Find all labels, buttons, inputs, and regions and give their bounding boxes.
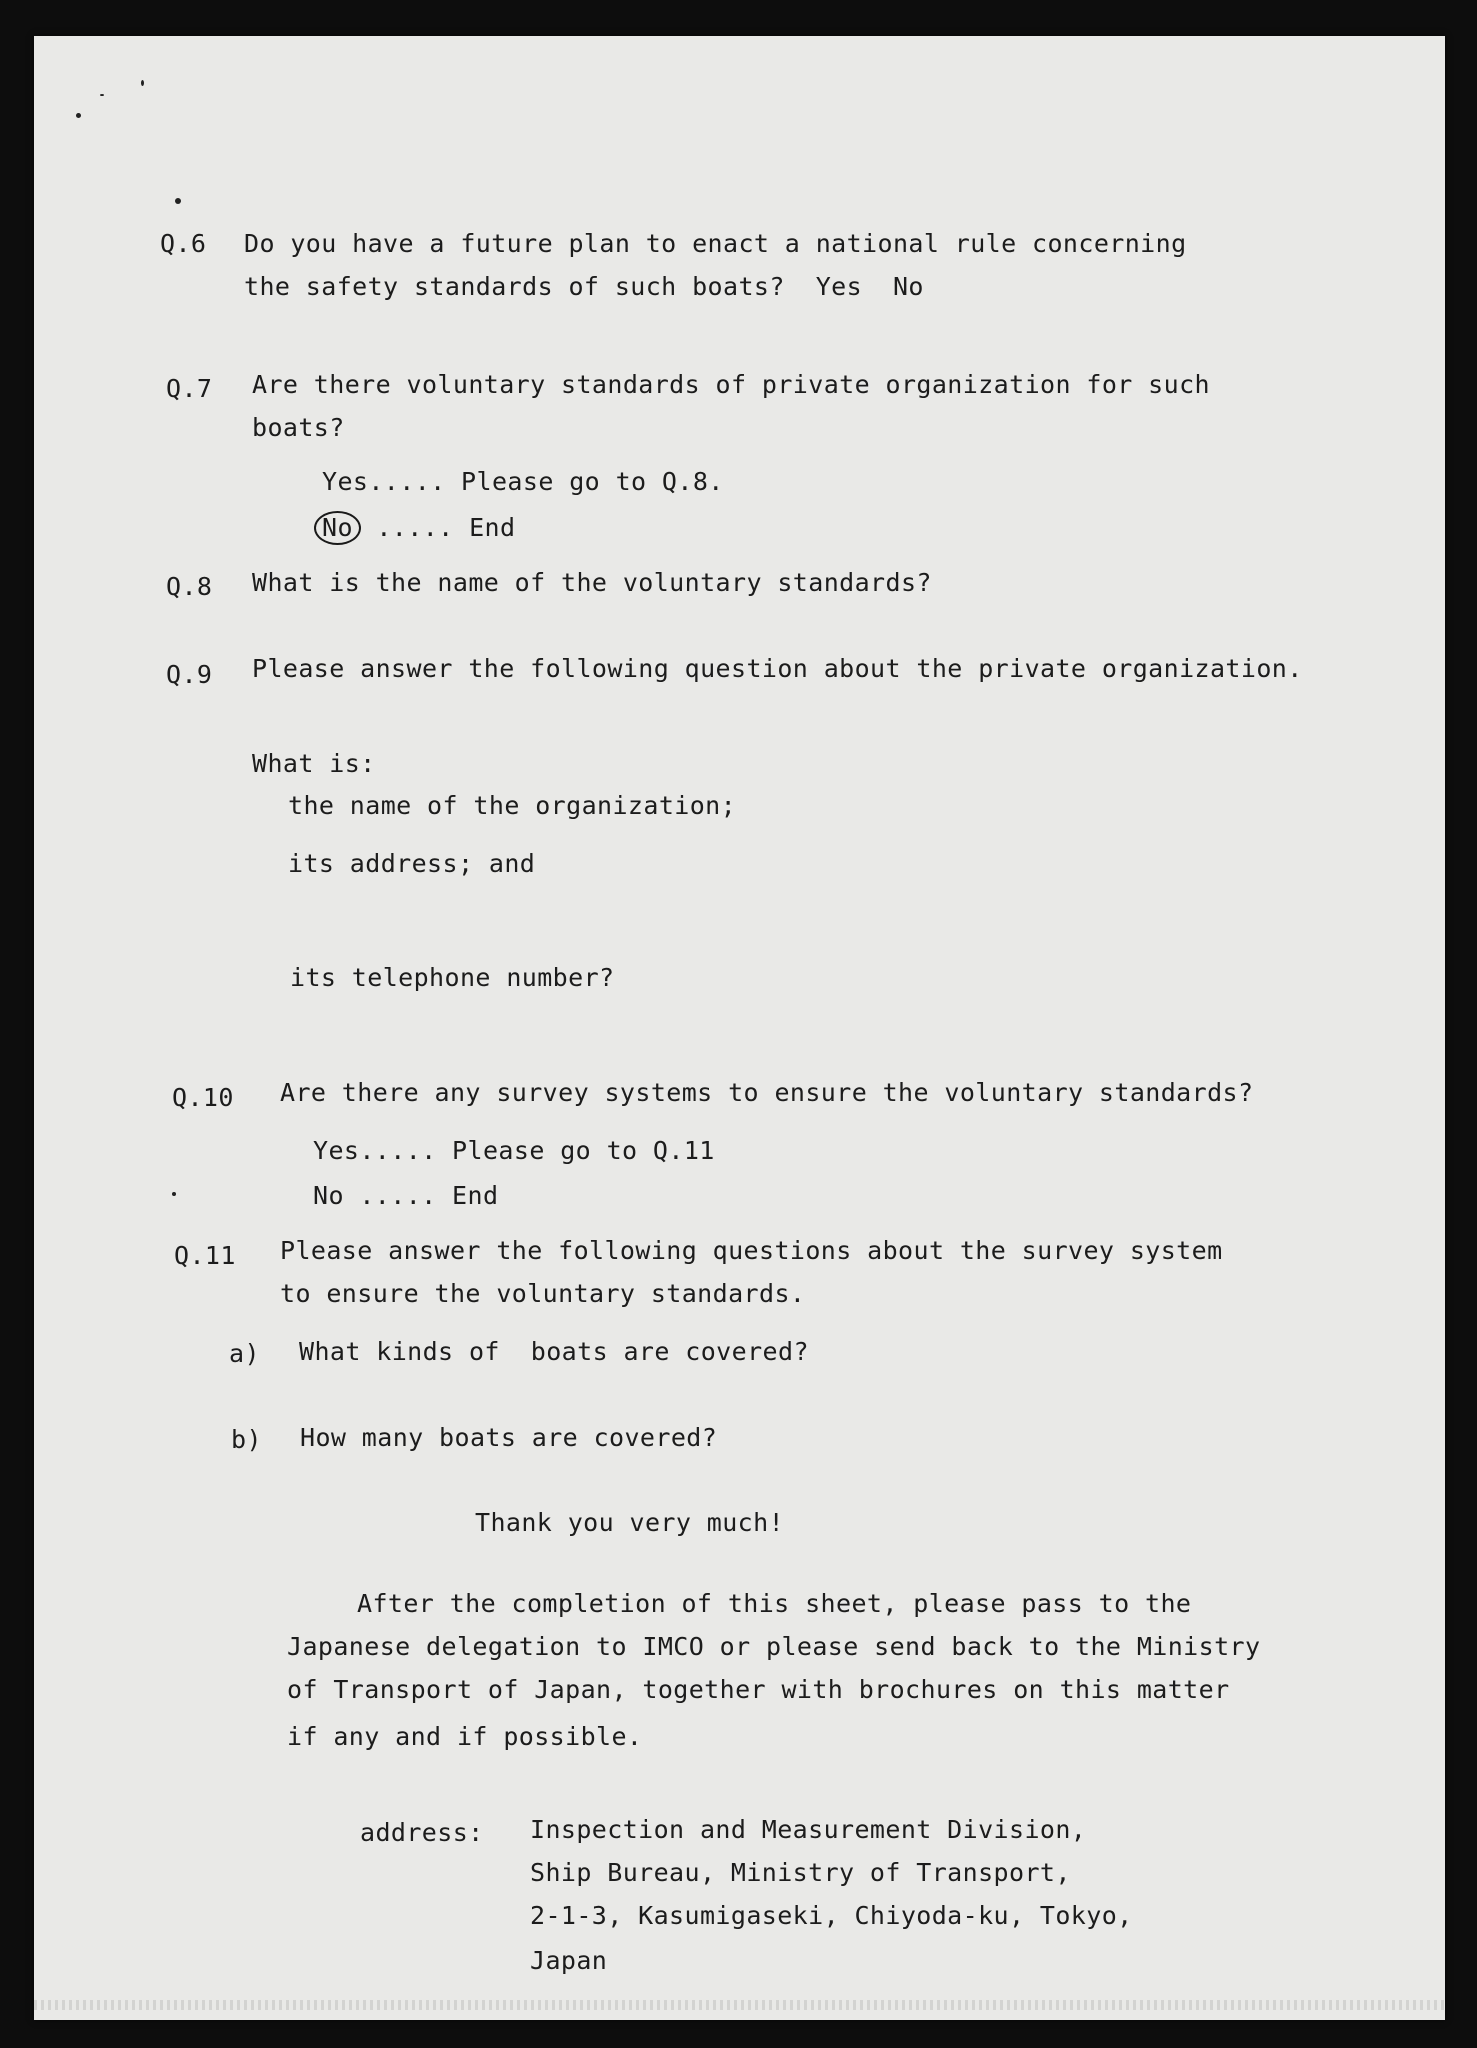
address-line4: Japan bbox=[530, 1946, 608, 1975]
q11b-label: b) bbox=[231, 1425, 262, 1454]
q10-number: Q.10 bbox=[172, 1083, 234, 1112]
q9-item-telephone: its telephone number? bbox=[290, 963, 615, 992]
q9-item-address: its address; and bbox=[288, 849, 536, 878]
stray-mark bbox=[175, 198, 181, 204]
q9-intro: What is: bbox=[252, 749, 376, 778]
scan-edge-noise bbox=[34, 2000, 1445, 2010]
q10-option-no: No ..... End bbox=[313, 1181, 499, 1210]
address-line3: 2-1-3, Kasumigaseki, Chiyoda-ku, Tokyo, bbox=[530, 1901, 1133, 1930]
closing-line3: of Transport of Japan, together with brochures on this matter bbox=[287, 1675, 1230, 1704]
q6-number: Q.6 bbox=[160, 229, 207, 258]
stray-mark bbox=[172, 1192, 176, 1196]
stray-mark bbox=[76, 113, 81, 118]
closing-line1: After the completion of this sheet, please pass to the bbox=[357, 1589, 1192, 1618]
q7-text-line1: Are there voluntary standards of private organization for such bbox=[252, 370, 1210, 399]
q7-number: Q.7 bbox=[166, 374, 213, 403]
thank-you: Thank you very much! bbox=[475, 1508, 785, 1537]
document-page bbox=[34, 36, 1445, 2020]
q7-option-no bbox=[322, 511, 515, 545]
q8-number: Q.8 bbox=[166, 572, 213, 601]
closing-line4: if any and if possible. bbox=[287, 1722, 643, 1751]
q9-item-name: the name of the organization; bbox=[288, 791, 737, 820]
q10-text-line1: Are there any survey systems to ensure the voluntary standards? bbox=[280, 1078, 1254, 1107]
q11-number: Q.11 bbox=[174, 1241, 236, 1270]
address-line1: Inspection and Measurement Division, bbox=[530, 1815, 1087, 1844]
q7-text-line2: boats? bbox=[252, 413, 345, 442]
q7-option-no-rest: ..... End bbox=[376, 513, 516, 542]
q11-text-line2: to ensure the voluntary standards. bbox=[280, 1279, 806, 1308]
address-line2: Ship Bureau, Ministry of Transport, bbox=[530, 1858, 1071, 1887]
address-label: address: bbox=[360, 1818, 484, 1847]
circled-answer-no: No bbox=[314, 511, 361, 545]
q9-number: Q.9 bbox=[166, 660, 213, 689]
q11a-text: What kinds of boats are covered? bbox=[299, 1337, 809, 1366]
q11b-text: How many boats are covered? bbox=[300, 1423, 718, 1452]
q6-text-line2: the safety standards of such boats? Yes No bbox=[244, 272, 924, 301]
stray-mark bbox=[141, 80, 144, 86]
q9-text-line1: Please answer the following question about the private organization. bbox=[252, 654, 1303, 683]
stray-mark bbox=[100, 94, 104, 96]
q10-option-yes: Yes..... Please go to Q.11 bbox=[313, 1136, 715, 1165]
q6-text-line1: Do you have a future plan to enact a national rule concerning bbox=[244, 229, 1187, 258]
q7-option-yes: Yes..... Please go to Q.8. bbox=[322, 467, 724, 496]
q8-text-line1: What is the name of the voluntary standards? bbox=[252, 568, 932, 597]
q11a-label: a) bbox=[229, 1339, 260, 1368]
q11-text-line1: Please answer the following questions about the survey system bbox=[280, 1236, 1223, 1265]
closing-line2: Japanese delegation to IMCO or please send back to the Ministry bbox=[287, 1632, 1261, 1661]
